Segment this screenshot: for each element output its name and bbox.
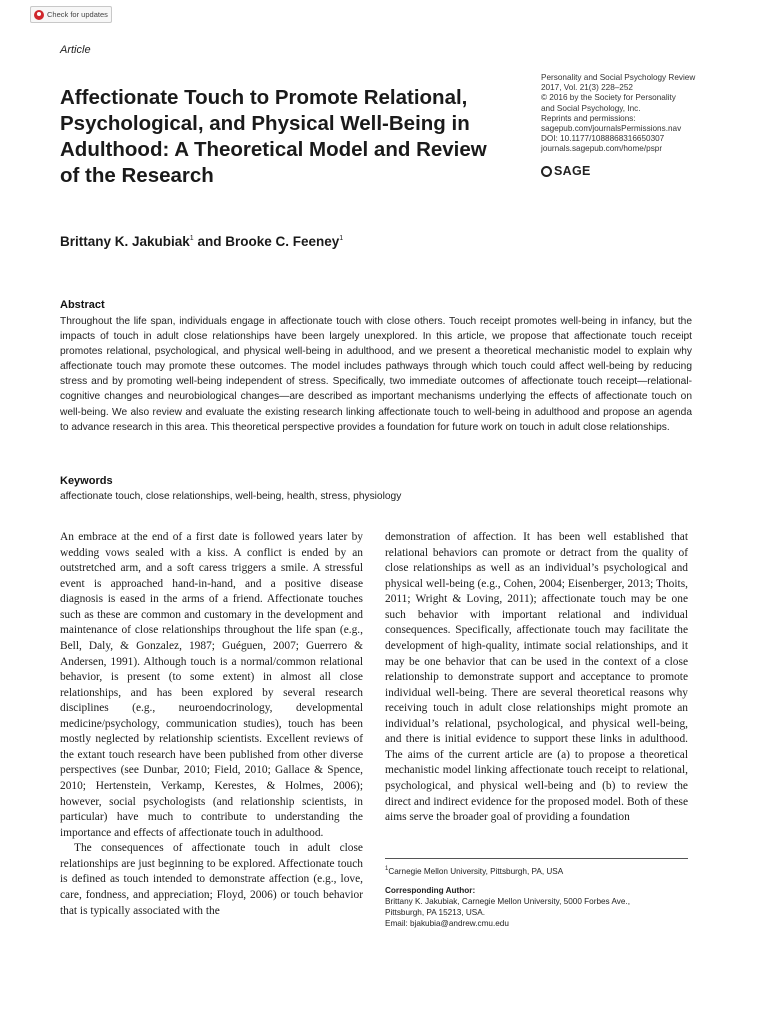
author-name: Brittany K. Jakubiak <box>60 234 190 249</box>
reprints-label: Reprints and permissions: <box>541 113 636 123</box>
abstract-text: Throughout the life span, individuals engage in affectionate touch with close others. Touch receipt promotes well-being in infancy, but the impacts of touch in adult close relationships have been largely unexplored. In this article, we propose that affectionate touch receipt promotes relational, psychological, and physical well-being in adulthood, and we present a theoretical mechanistic model to explain why affectionate touch may promote these outcomes. The model includes pathways through which touch could affect well-being by reducing stress and by promoting well-being independent of stress. Specifically, two immediate outcomes of affectionate touch receipt—relational-cognitive changes and neurobiological changes—are described as important mechanisms underlying the effects of affectionate touch on well-being. We also review and evaluate the existing research linking affectionate touch to well-being in adulthood and propose an agenda to advance research in this area. This theoretical perspective provides a foundation for future work on touch in adult close relationships. <box>60 316 692 433</box>
publisher-name: SAGE <box>554 164 591 178</box>
author-name: Brooke C. Feeney <box>225 234 340 249</box>
copyright-line-2: and Social Psychology, Inc. <box>541 103 641 113</box>
author-conjunction: and <box>193 234 226 249</box>
crossmark-icon <box>34 10 44 20</box>
journal-volume: 2017, Vol. 21(3) 228–252 <box>541 83 633 93</box>
affiliation-marker: 1 <box>339 235 344 242</box>
keywords-text: affectionate touch, close relationships, well-being, health, stress, physiology <box>60 491 402 502</box>
corresponding-author-email[interactable]: Email: bjakubia@andrew.cmu.edu <box>385 919 509 928</box>
corresponding-author-heading: Corresponding Author: <box>385 886 476 895</box>
badge-label: Check for updates <box>47 10 108 19</box>
body-column-right <box>385 530 688 826</box>
publisher-logo <box>541 164 591 178</box>
article-title: Affectionate Touch to Promote Relational, Psychological, and Physical Well-Being in Adulthood: A Theoretical Model and Review of the Research <box>60 86 487 187</box>
check-for-updates-badge[interactable] <box>30 6 112 23</box>
author-line <box>60 234 343 249</box>
journal-home-link[interactable]: journals.sagepub.com/home/pspr <box>541 144 663 154</box>
affiliation-marker: 1 <box>385 866 389 872</box>
affiliation-marker: 1 <box>189 235 194 242</box>
journal-info <box>541 73 741 155</box>
sage-logo-icon <box>541 166 552 177</box>
corresponding-author <box>385 885 705 929</box>
article-type-label: Article <box>60 44 91 56</box>
body-paragraph: An embrace at the end of a first date is followed years later by wedding vows sealed with a kiss. A conflict is ended by an outstretched arm, and a soft caress triggers a smile. A stressful event is approached hand-in-hand, and a positive disease diagnosis is eased in the arms of a friend. Affectionate touches such as these are common and customary in the development and maintenance of close relationships throughout the life span (e.g., Bell, Daly, & Gonzalez, 1987; Guéguen, 2007; Guerrero & Andersen, 1991). Although touch is a normal/common relational behavior, is present (to some extent) in almost all close relationships, and has been explored by several research disciplines (e.g., neuroendocrinology, developmental medicine/psychology, communication studies), touch has been mostly neglected by relationship scientists. Excellent reviews of the extant touch research have been published from other diverse perspectives (see Dunbar, 2010; Field, 2010; Gallace & Spence, 2010; Hertenstein, Verkamp, Kerestes, & Holmes, 2006); however, social psychologists (and relationship scientists, in particular) have much to contribute to understanding the importance and effects of affectionate touch in adulthood. <box>60 531 363 839</box>
copyright-line-1: © 2016 by the Society for Personality <box>541 93 676 103</box>
journal-name: Personality and Social Psychology Review <box>541 73 696 82</box>
abstract-heading: Abstract <box>60 299 105 311</box>
permissions-link[interactable]: sagepub.com/journalsPermissions.nav <box>541 124 682 134</box>
doi-link[interactable]: DOI: 10.1177/1088868316650307 <box>541 134 665 144</box>
footnote-divider <box>385 858 688 859</box>
body-column-left <box>60 530 363 919</box>
affiliation-text: Carnegie Mellon University, Pittsburgh, PA, USA <box>388 867 564 876</box>
corresponding-author-address: Pittsburgh, PA 15213, USA. <box>385 908 485 917</box>
body-paragraph: The consequences of affectionate touch in adult close relationships are just beginning to be explored. Affectionate touch is defined as touch intended to demonstrate affection (e.g., love, care, fondness, and appreciation; Floyd, 2006) or touch behavior that is typically associated with the <box>60 842 363 917</box>
keywords-heading: Keywords <box>60 475 113 487</box>
affiliation-footnote <box>385 864 705 877</box>
body-paragraph: demonstration of affection. It has been well established that relational behaviors can promote or detract from the quality of close relationships as well as an individual’s psychological and physical well-being (e.g., Cohen, 2004; Eisenberger, 2013; Thoits, 2011; Wright & Loving, 2011); affectionate touch may be one such behavior with important relational and individual consequences. Specifically, affectionate touch may facilitate the development of high-quality, intimate social relationships, and it may be one behavior that can be used in the context of a close relationship to demonstrate support and acceptance to promote individual well-being. There are several theoretical reasons why receiving touch in adult close relationships might promote an individual’s relational, psychological, and physical well-being, and there is initial evidence to support these links in adulthood. The aims of the current article are (a) to propose a theoretical mechanistic model linking affectionate touch receipt to relational, psychological, and physical well-being and (b) to review the direct and indirect evidence for the proposed model. Both of these aims serve the broader goal of providing a foundation <box>385 531 688 824</box>
corresponding-author-address: Brittany K. Jakubiak, Carnegie Mellon University, 5000 Forbes Ave., <box>385 897 630 906</box>
